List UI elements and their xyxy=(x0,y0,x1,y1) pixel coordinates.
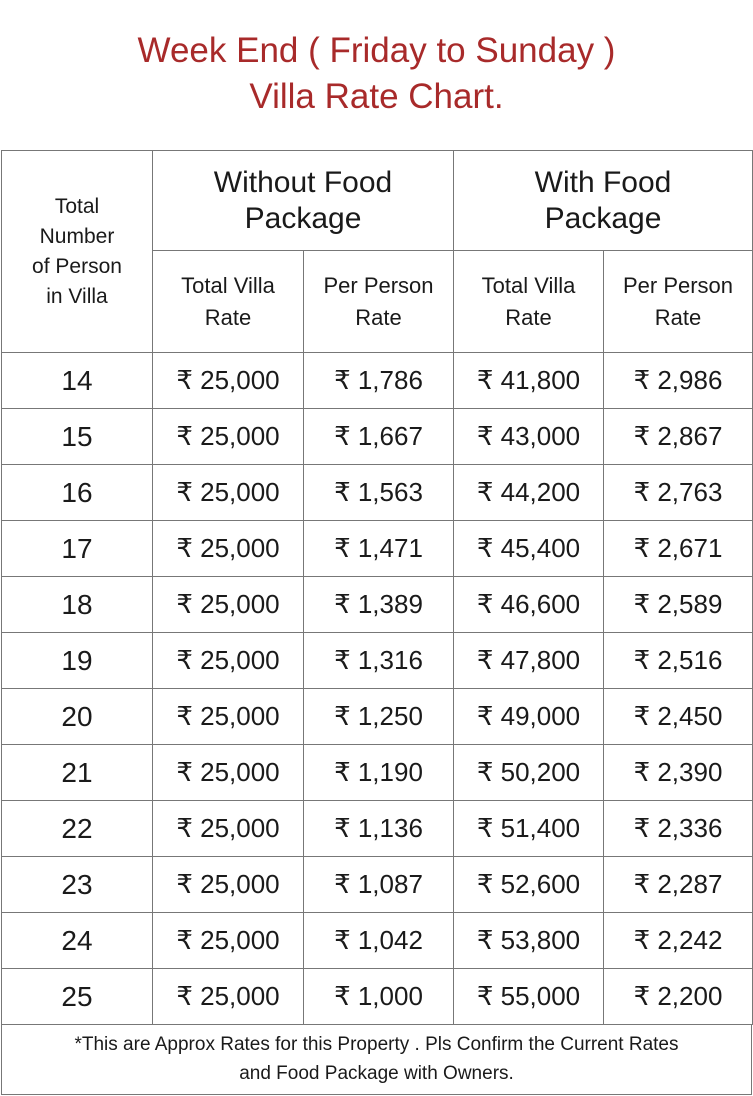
cell-with-food-per-person: ₹ 2,450 xyxy=(604,689,753,745)
cell-without-food-total: ₹ 25,000 xyxy=(153,801,304,857)
cell-with-food-per-person: ₹ 2,336 xyxy=(604,801,753,857)
header-without-food-total: Total Villa Rate xyxy=(153,251,304,353)
cell-without-food-total: ₹ 25,000 xyxy=(153,969,304,1025)
cell-persons: 19 xyxy=(2,633,153,689)
header-without-food: Without Food Package xyxy=(153,151,454,251)
table-row xyxy=(2,745,753,801)
cell-without-food-total: ₹ 25,000 xyxy=(153,465,304,521)
cell-with-food-total: ₹ 52,600 xyxy=(454,857,604,913)
disclaimer-line-1: *This are Approx Rates for this Property . Pls Confirm the Current Rates xyxy=(74,1034,679,1055)
header-row-groups xyxy=(2,151,753,251)
cell-with-food-total: ₹ 46,600 xyxy=(454,577,604,633)
page-title xyxy=(0,28,753,120)
table-row xyxy=(2,465,753,521)
cell-persons: 16 xyxy=(2,465,153,521)
cell-persons: 15 xyxy=(2,409,153,465)
cell-without-food-per-person: ₹ 1,000 xyxy=(304,969,454,1025)
cell-without-food-per-person: ₹ 1,136 xyxy=(304,801,454,857)
cell-with-food-total: ₹ 47,800 xyxy=(454,633,604,689)
cell-persons: 24 xyxy=(2,913,153,969)
cell-with-food-total: ₹ 49,000 xyxy=(454,689,604,745)
cell-without-food-total: ₹ 25,000 xyxy=(153,689,304,745)
cell-without-food-per-person: ₹ 1,087 xyxy=(304,857,454,913)
header-with-food-per-person: Per Person Rate xyxy=(604,251,753,353)
cell-persons: 23 xyxy=(2,857,153,913)
table-row xyxy=(2,969,753,1025)
cell-without-food-total: ₹ 25,000 xyxy=(153,633,304,689)
header-without-food-per-person: Per Person Rate xyxy=(304,251,454,353)
cell-persons: 18 xyxy=(2,577,153,633)
cell-without-food-total: ₹ 25,000 xyxy=(153,745,304,801)
cell-with-food-total: ₹ 45,400 xyxy=(454,521,604,577)
table-row xyxy=(2,577,753,633)
cell-with-food-total: ₹ 41,800 xyxy=(454,353,604,409)
cell-without-food-total: ₹ 25,000 xyxy=(153,577,304,633)
cell-without-food-total: ₹ 25,000 xyxy=(153,913,304,969)
rate-table-body xyxy=(2,151,753,1025)
cell-without-food-per-person: ₹ 1,563 xyxy=(304,465,454,521)
cell-without-food-total: ₹ 25,000 xyxy=(153,857,304,913)
disclaimer-line-2: and Food Package with Owners. xyxy=(239,1063,514,1084)
table-row xyxy=(2,521,753,577)
cell-without-food-per-person: ₹ 1,190 xyxy=(304,745,454,801)
cell-without-food-total: ₹ 25,000 xyxy=(153,409,304,465)
table-row xyxy=(2,409,753,465)
cell-with-food-per-person: ₹ 2,589 xyxy=(604,577,753,633)
table-row xyxy=(2,801,753,857)
cell-with-food-per-person: ₹ 2,763 xyxy=(604,465,753,521)
disclaimer-note xyxy=(1,1024,752,1095)
cell-without-food-total: ₹ 25,000 xyxy=(153,353,304,409)
cell-with-food-total: ₹ 53,800 xyxy=(454,913,604,969)
cell-without-food-per-person: ₹ 1,667 xyxy=(304,409,454,465)
cell-with-food-per-person: ₹ 2,287 xyxy=(604,857,753,913)
cell-with-food-per-person: ₹ 2,390 xyxy=(604,745,753,801)
cell-with-food-total: ₹ 43,000 xyxy=(454,409,604,465)
cell-without-food-total: ₹ 25,000 xyxy=(153,521,304,577)
table-row xyxy=(2,857,753,913)
cell-without-food-per-person: ₹ 1,316 xyxy=(304,633,454,689)
cell-persons: 21 xyxy=(2,745,153,801)
cell-persons: 25 xyxy=(2,969,153,1025)
cell-with-food-per-person: ₹ 2,200 xyxy=(604,969,753,1025)
cell-with-food-total: ₹ 44,200 xyxy=(454,465,604,521)
cell-without-food-per-person: ₹ 1,786 xyxy=(304,353,454,409)
cell-persons: 14 xyxy=(2,353,153,409)
title-line-1: Week End ( Friday to Sunday ) xyxy=(137,31,616,70)
header-with-food-total: Total Villa Rate xyxy=(454,251,604,353)
cell-with-food-per-person: ₹ 2,671 xyxy=(604,521,753,577)
villa-rate-table xyxy=(1,150,753,1025)
cell-without-food-per-person: ₹ 1,471 xyxy=(304,521,454,577)
table-row xyxy=(2,353,753,409)
cell-without-food-per-person: ₹ 1,250 xyxy=(304,689,454,745)
table-row xyxy=(2,689,753,745)
cell-with-food-per-person: ₹ 2,516 xyxy=(604,633,753,689)
cell-with-food-per-person: ₹ 2,242 xyxy=(604,913,753,969)
cell-without-food-per-person: ₹ 1,389 xyxy=(304,577,454,633)
cell-with-food-per-person: ₹ 2,986 xyxy=(604,353,753,409)
table-row xyxy=(2,913,753,969)
header-total-persons: Total Number of Person in Villa xyxy=(2,151,153,353)
header-with-food: With Food Package xyxy=(454,151,753,251)
cell-with-food-total: ₹ 50,200 xyxy=(454,745,604,801)
cell-with-food-total: ₹ 51,400 xyxy=(454,801,604,857)
table-row xyxy=(2,633,753,689)
cell-persons: 20 xyxy=(2,689,153,745)
cell-with-food-total: ₹ 55,000 xyxy=(454,969,604,1025)
title-line-2: Villa Rate Chart. xyxy=(249,77,504,116)
cell-persons: 22 xyxy=(2,801,153,857)
cell-persons: 17 xyxy=(2,521,153,577)
cell-with-food-per-person: ₹ 2,867 xyxy=(604,409,753,465)
cell-without-food-per-person: ₹ 1,042 xyxy=(304,913,454,969)
